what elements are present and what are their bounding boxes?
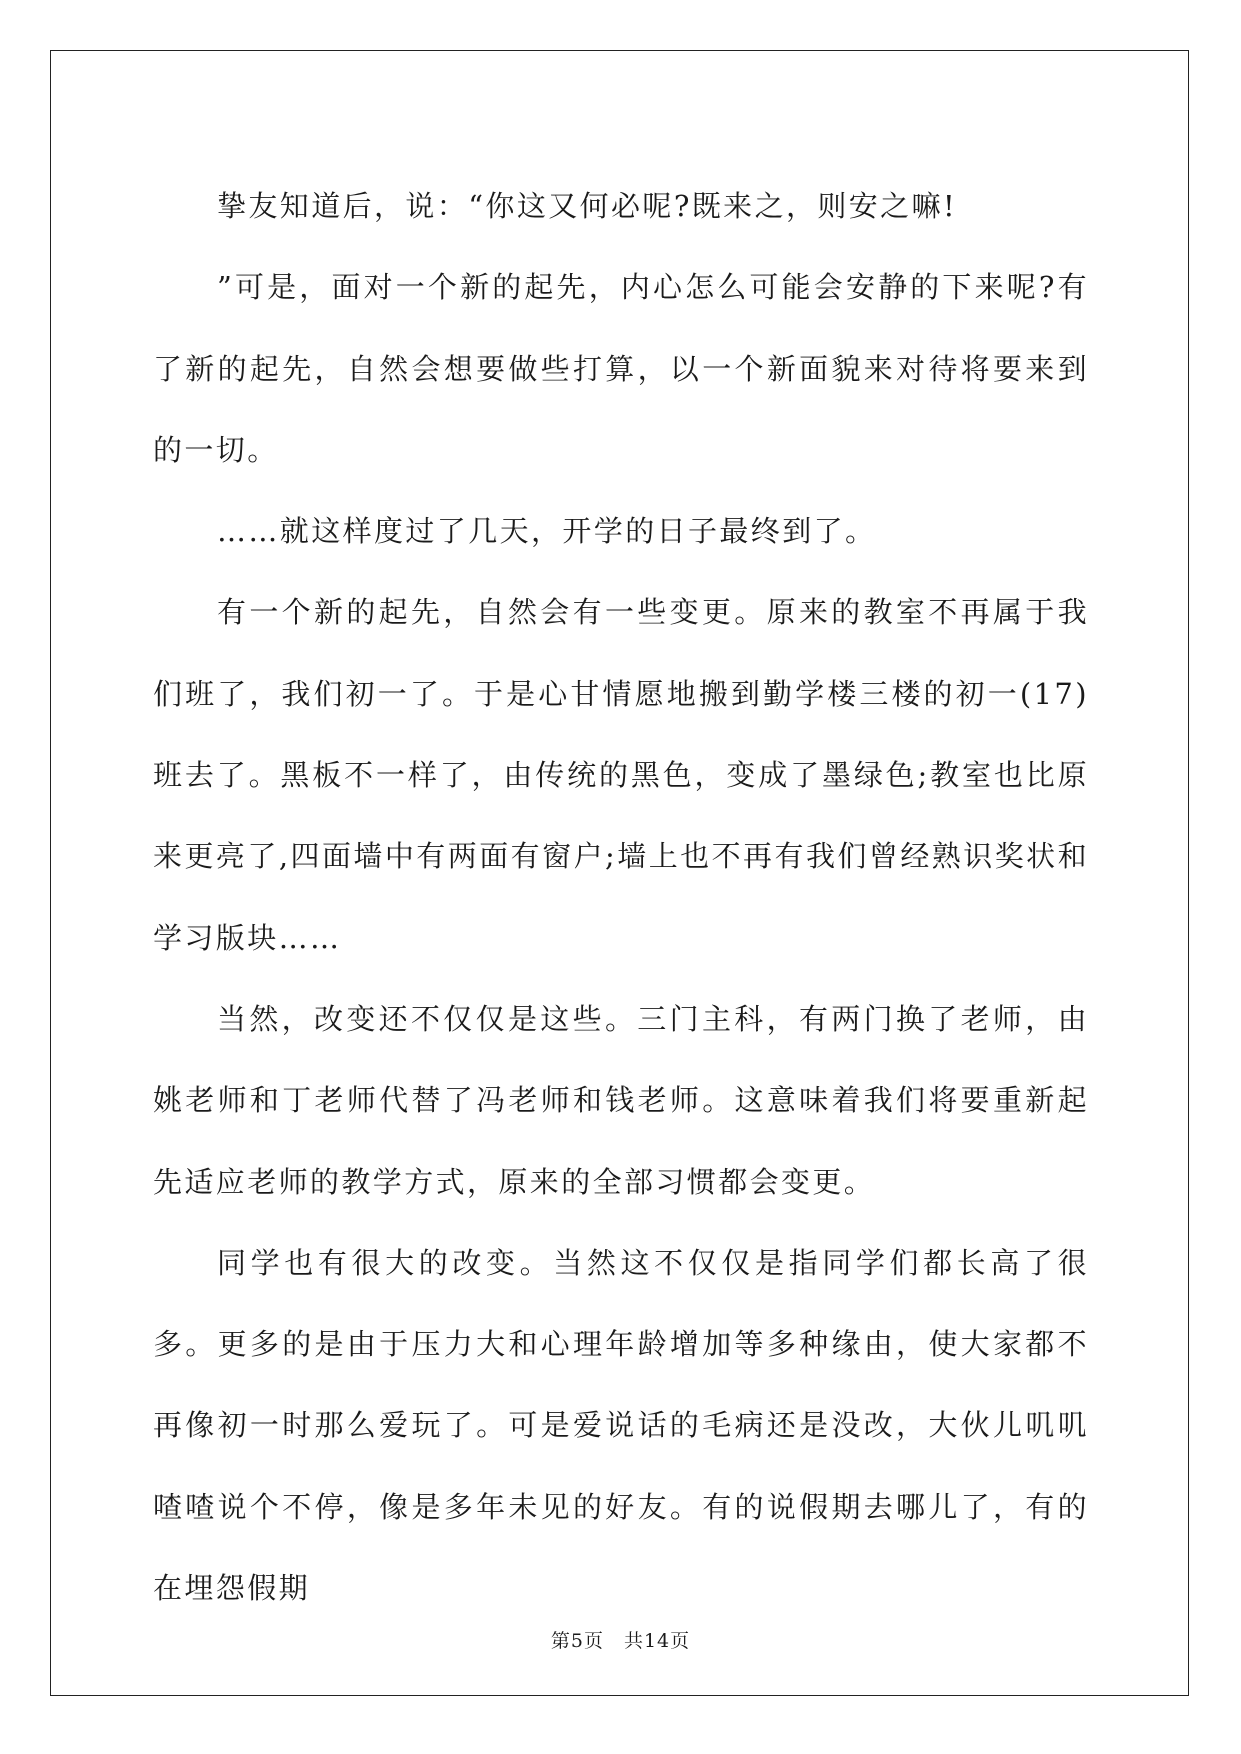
paragraph-1: 挚友知道后，说：“你这又何必呢?既来之，则安之嘛!: [217, 189, 958, 223]
paragraph-4: 有一个新的起先，自然会有一些变更。原来的教室不再属于我们班了，我们初一了。于是心甘情愿地搬到勤学楼三楼的初一(17)班去了。黑板不一样了，由传统的黑色，变成了墨绿色;教室也比原来更亮了,四面墙中有两面有窗户;墙上也不再有我们曾经熟识奖状和学习版块……: [153, 595, 1089, 955]
paragraph-6: 同学也有很大的改变。当然这不仅仅是指同学们都长高了很多。更多的是由于压力大和心理年龄增加等多种缘由，使大家都不再像初一时那么爱玩了。可是爱说话的毛病还是没改，大伙儿叽叽喳喳说个不停，像是多年未见的好友。有的说假期去哪儿了，有的在埋怨假期: [153, 1245, 1089, 1606]
document-body: [153, 166, 1089, 1629]
page-footer: [0, 1626, 1241, 1653]
paragraph-3: ……就这样度过了几天，开学的日子最终到了。: [217, 514, 877, 549]
paragraph-2: ”可是，面对一个新的起先，内心怎么可能会安静的下来呢?有了新的起先，自然会想要做些打算，以一个新面貌来对待将要来到的一切。: [153, 270, 1089, 467]
page-total: 共14页: [623, 1630, 691, 1652]
page-number: 第5页: [550, 1630, 604, 1652]
paragraph-5: 当然，改变还不仅仅是这些。三门主科，有两门换了老师，由姚老师和丁老师代替了冯老师和钱老师。这意味着我们将要重新起先适应老师的教学方式，原来的全部习惯都会变更。: [153, 1001, 1089, 1199]
